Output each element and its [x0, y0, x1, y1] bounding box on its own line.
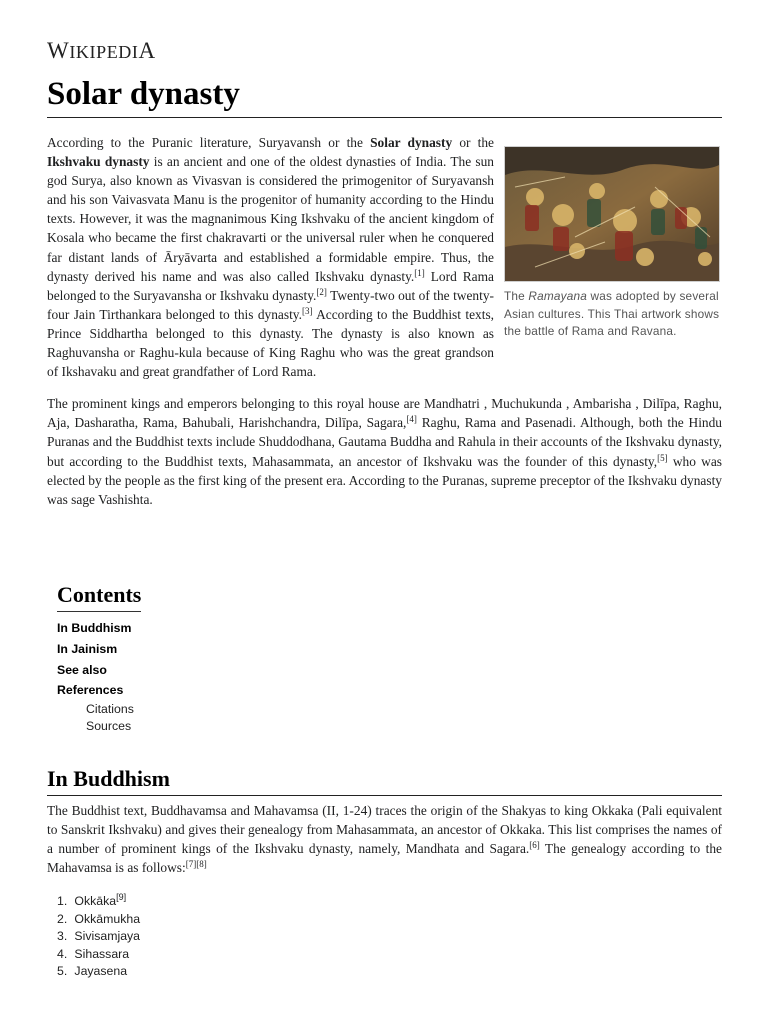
- thai-artwork-image[interactable]: [504, 146, 720, 282]
- paragraph-text: Lord Rama belonged to the Suryavansha or Ikshvaku dynasty.: [47, 268, 494, 303]
- toc-heading: Contents: [57, 582, 141, 612]
- toc-subitem-sources[interactable]: [57, 718, 141, 735]
- toc-link[interactable]: Citations: [86, 702, 134, 717]
- paragraph-text: The Buddhist text, Buddhavamsa and Mahavamsa (II, 1-24) traces the origin of the Shakyas to king Okkaka (Pali equivalent to Sanskrit Ikshvaku) and gives their genealogy from Mahasammata, an ancestor of Okkaka. This list comprises the names of a number of prominent kings of the Ikshvaku dynasty, namely, Mandhata and Sagara.: [47, 803, 722, 857]
- list-item: [57, 893, 140, 911]
- toc-link[interactable]: See also: [57, 662, 107, 677]
- toc-list: [57, 618, 141, 734]
- citation-link[interactable]: [3]: [301, 305, 313, 316]
- lead-figure: [504, 146, 720, 341]
- citation-link[interactable]: [6]: [529, 840, 540, 851]
- list-item-name: Okkāka: [74, 894, 117, 908]
- toc-item-see-also[interactable]: [57, 660, 141, 681]
- caption-text: was adopted by several Asian cultures. This Thai artwork shows the battle of Rama and Ravana.: [504, 289, 720, 338]
- list-item-name: Jayasena: [74, 964, 128, 978]
- paragraph-text: According to the Buddhist texts, Prince Siddhartha belonged to this dynasty. The dynasty is also known as Raghuvansha or Raghu-kula because of King Raghu who was the great grandson of Ikshavaku and great grandfather of Lord Rama.: [47, 306, 494, 380]
- list-number: 1.: [57, 894, 68, 908]
- toc-item-in-jainism[interactable]: [57, 639, 141, 660]
- title-divider: [47, 117, 722, 118]
- list-number: 2.: [57, 911, 68, 926]
- paragraph-text: is an ancient and one of the oldest dynasties of India. The sun god Surya, also known as Vivasvan is considered the primogenitor of Suryavansh and his son Vaivasvata Manu is the progenitor of humanity according to the Hindu texts. However, it was the magnanimous King Ikshvaku of the ancient kingdom of Kosala who became the first chakravarti or the universal ruler when he conquered far distant lands of Āryāvarta and established a formidable empire. Thus, the dynasty derived his name and was also called Ikshvaku dynasty.: [47, 154, 494, 284]
- list-number: 5.: [57, 964, 68, 978]
- toc-item-in-buddhism[interactable]: [57, 618, 141, 639]
- list-item-name: Sivisamjaya: [74, 929, 141, 943]
- caption-emphasis: Ramayana: [528, 289, 588, 303]
- paragraph-text: The prominent kings and emperors belonging to this royal house are Mandhatri , Muchukunda , Ambarisha , Dilīpa, Raghu, Aja, Dasharatha, Rama, Bahubali, Harishchandra, Dilīpa, Sagara,: [47, 396, 722, 431]
- wordmark-last-letter: A: [138, 38, 156, 63]
- citation-link[interactable]: [4]: [406, 414, 417, 425]
- citation-link[interactable]: [2]: [316, 286, 327, 297]
- list-item: [57, 946, 140, 964]
- wikipedia-wordmark[interactable]: [47, 38, 156, 64]
- toc-link[interactable]: Sources: [86, 718, 132, 733]
- bold-term-ikshvaku-dynasty: Ikshvaku dynasty: [47, 154, 150, 170]
- buddhism-paragraph: [47, 801, 722, 877]
- caption-text: The: [504, 289, 529, 303]
- list-item: [57, 928, 140, 946]
- citation-link[interactable]: [9]: [116, 892, 127, 902]
- citation-link[interactable]: [7]: [185, 859, 197, 870]
- citation-link[interactable]: [1]: [414, 267, 425, 278]
- list-item: [57, 911, 140, 929]
- list-item-name: Sihassara: [74, 946, 130, 961]
- list-item-name: Okkāmukha: [74, 911, 141, 926]
- toc-link[interactable]: In Buddhism: [57, 621, 132, 635]
- genealogy-list: [57, 893, 140, 981]
- paragraph-text: who was elected by the people as the first king of the present era. According to the Puranas, supreme preceptor of the Ikshvaku dynasty was sage Vashishta.: [47, 453, 722, 507]
- toc-link[interactable]: References: [57, 683, 124, 698]
- lead-section: [47, 133, 722, 509]
- paragraph-text: The genealogy according to the Mahavamsa is as follows:: [47, 841, 722, 876]
- paragraph-text: Raghu, Rama and Pasenadi. Although, both the Hindu Puranas and the Buddhist texts include Shuddodhana, Gautama Buddha and Rahula in their accounts of the Ikshvaku dynasty, but according to the Buddhist texts, Mahasammata, an ancestor of Ikshvaku was the founder of this dynasty,: [47, 415, 722, 469]
- citation-link[interactable]: [8]: [196, 859, 207, 870]
- list-number: 4.: [57, 946, 68, 961]
- section-heading-in-buddhism: In Buddhism: [47, 766, 170, 791]
- list-number: 3.: [57, 929, 68, 943]
- paragraph-text: According to the Puranic literature, Suryavansh or the: [47, 135, 371, 150]
- wordmark-middle: IKIPEDI: [69, 42, 139, 62]
- citation-link[interactable]: [5]: [657, 452, 668, 463]
- bold-term-solar-dynasty: Solar dynasty: [370, 135, 453, 150]
- wordmark-first-letter: W: [47, 38, 70, 63]
- paragraph-text: or the: [452, 135, 494, 150]
- lead-paragraph-2: [47, 394, 722, 509]
- figure-caption: [504, 288, 720, 341]
- section-divider: [47, 795, 722, 796]
- toc-link[interactable]: In Jainism: [57, 641, 118, 656]
- paragraph-text: Twenty-two out of the twenty-four Jain Tirthankara belonged to this dynasty.: [47, 287, 494, 322]
- table-of-contents: [57, 582, 141, 734]
- toc-item-references[interactable]: [57, 680, 141, 701]
- list-item: [57, 963, 140, 981]
- toc-subitem-citations[interactable]: [57, 701, 141, 718]
- page-title: Solar dynasty: [47, 76, 240, 112]
